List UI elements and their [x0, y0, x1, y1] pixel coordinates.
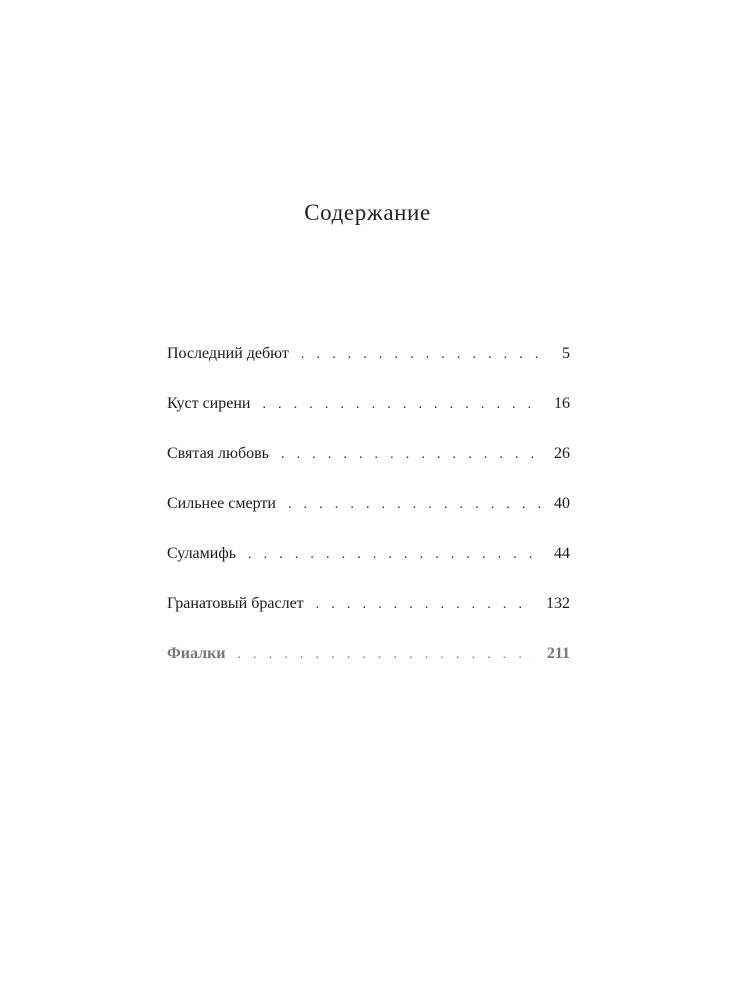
- toc-page-number: 40: [554, 495, 570, 512]
- toc-entry: [167, 341, 570, 391]
- toc-page-number: 5: [562, 345, 570, 362]
- toc-entry-title: Сильнее смерти: [167, 495, 276, 512]
- toc-page-number: 211: [546, 645, 570, 662]
- dot-leader: [262, 392, 542, 418]
- toc-entry: [167, 541, 570, 591]
- toc-entry: [167, 441, 570, 491]
- dot-leader: [316, 592, 534, 618]
- toc-entry-title: Фиалки: [167, 645, 226, 662]
- dot-leader: [301, 342, 550, 368]
- toc-entry: [167, 391, 570, 441]
- toc-page-number: 26: [554, 445, 570, 462]
- dot-leader: [288, 492, 542, 518]
- toc-entry-title: Суламифь: [167, 545, 237, 562]
- toc-page-number: 16: [554, 395, 570, 412]
- dot-leader: [238, 642, 535, 668]
- page-title: Содержание: [304, 200, 431, 225]
- toc-entry-title: Святая любовь: [167, 445, 269, 462]
- toc-entry-title: Гранатовый браслет: [167, 595, 304, 612]
- toc-entry: [167, 641, 570, 691]
- toc-page-number: 44: [554, 545, 570, 562]
- toc-entry: [167, 591, 570, 641]
- toc-entry-title: Куст сирени: [167, 395, 251, 412]
- toc-entry: [167, 491, 570, 541]
- dot-leader: [248, 542, 542, 568]
- toc-entry-title: Последний дебют: [167, 345, 289, 362]
- table-of-contents: [167, 341, 570, 691]
- toc-page-number: 132: [546, 595, 570, 612]
- dot-leader: [281, 442, 542, 468]
